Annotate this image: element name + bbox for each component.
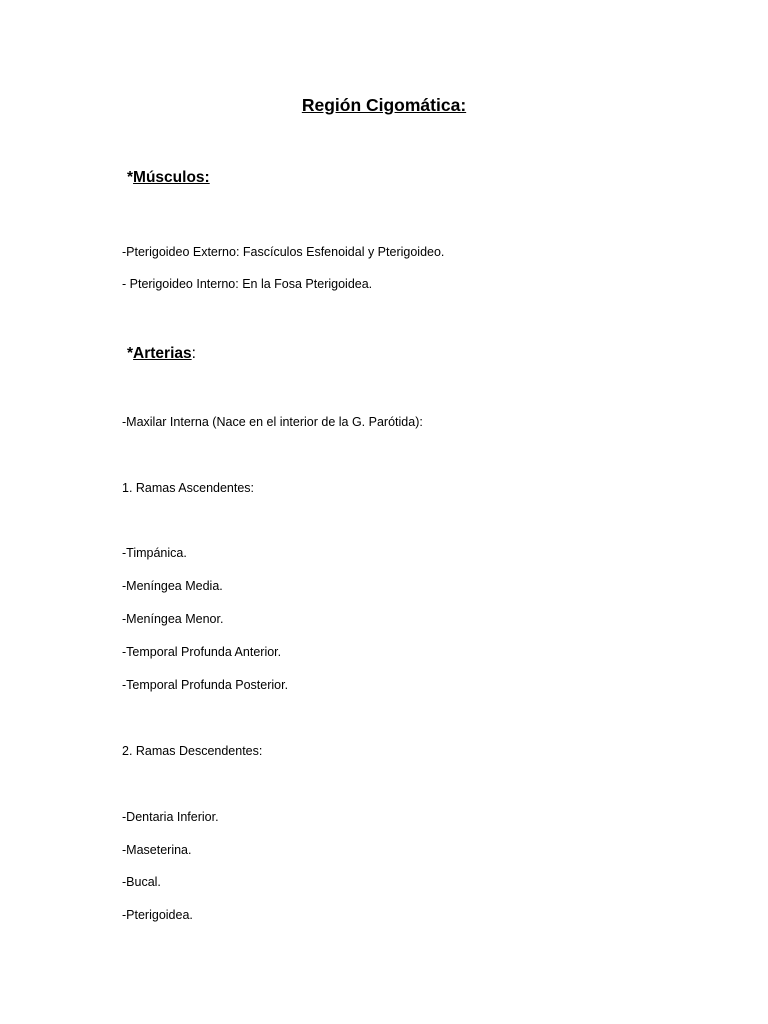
musculos-heading: [127, 168, 210, 188]
descendente-item-1: -Dentaria Inferior.: [122, 810, 219, 824]
musculos-star: *: [127, 169, 134, 186]
ramas-descendentes-heading: 2. Ramas Descendentes:: [122, 744, 263, 758]
arterias-heading: [127, 344, 196, 364]
page-title: [0, 94, 768, 116]
ascendente-item-4: -Temporal Profunda Anterior.: [122, 645, 282, 659]
musculo-item-2: - Pterigoideo Interno: En la Fosa Pterigoidea.: [122, 277, 373, 291]
descendente-item-3: -Bucal.: [122, 875, 161, 889]
ascendente-item-3: -Meníngea Menor.: [122, 612, 224, 626]
musculo-item-1: -Pterigoideo Externo: Fascículos Esfenoidal y Pterigoideo.: [122, 245, 445, 259]
ramas-ascendentes-heading: 1. Ramas Ascendentes:: [122, 481, 255, 495]
maxilar-interna-line: -Maxilar Interna (Nace en el interior de la G. Parótida):: [122, 415, 423, 429]
ascendente-item-5: -Temporal Profunda Posterior.: [122, 678, 289, 692]
descendente-item-4: -Pterigoidea.: [122, 908, 193, 922]
musculos-heading-text: Músculos:: [133, 169, 210, 186]
ascendente-item-1: -Timpánica.: [122, 546, 187, 560]
ascendente-item-2: -Meníngea Media.: [122, 579, 223, 593]
arterias-star: *: [127, 345, 134, 362]
arterias-heading-text: Arterias: [133, 345, 192, 362]
page-title-text: Región Cigomática:: [301, 95, 467, 115]
arterias-heading-colon: :: [191, 345, 196, 362]
descendente-item-2: -Maseterina.: [122, 843, 192, 857]
